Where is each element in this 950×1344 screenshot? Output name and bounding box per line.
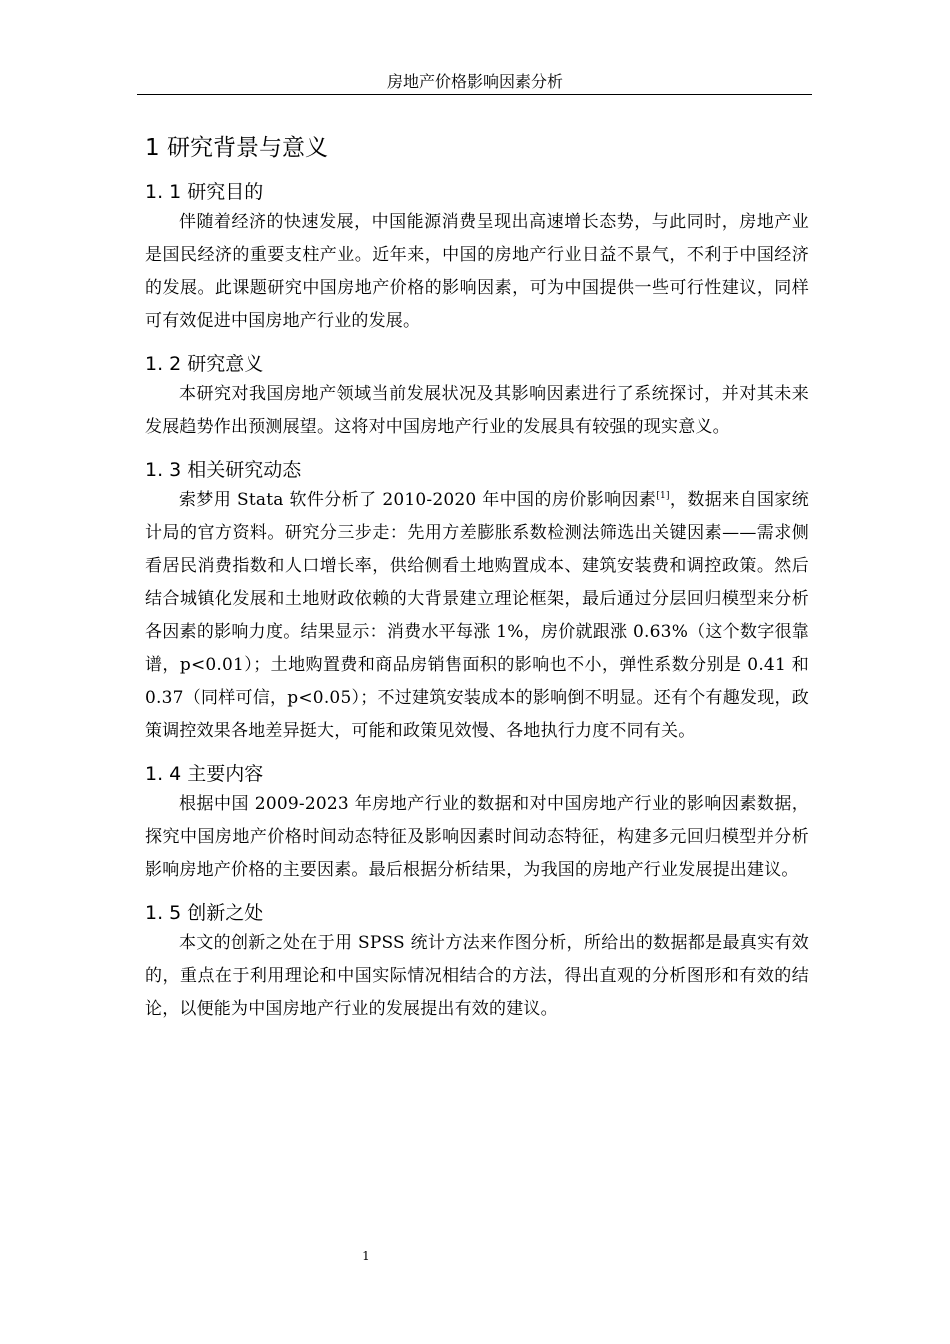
paragraph-text: 索梦用 Stata 软件分析了 2010-2020 年中国的房价影响因素 xyxy=(179,490,657,510)
header-rule xyxy=(137,94,812,95)
section-heading: 1. 1 研究目的 xyxy=(145,181,264,203)
section-paragraph: 本文的创新之处在于用 SPSS 统计方法来作图分析，所给出的数据都是最真实有效的，重点在于利用理论和中国实际情况相结合的方法，得出直观的分析图形和有效的结论，以便能为中国房地产行业的发展提出有效的建议。 xyxy=(145,933,809,1019)
section-paragraph xyxy=(145,484,809,748)
section-research-purpose xyxy=(145,178,809,338)
running-header: 房地产价格影响因素分析 xyxy=(386,72,563,91)
section-innovation xyxy=(145,899,809,1026)
section-paragraph: 根据中国 2009-2023 年房地产行业的数据和对中国房地产行业的影响因素数据，探究中国房地产价格时间动态特征及影响因素时间动态特征，构建多元回归模型并分析影响房地产价格的主要因素。最后根据分析结果，为我国的房地产行业发展提出建议。 xyxy=(145,794,809,880)
section-heading: 1. 5 创新之处 xyxy=(145,902,264,924)
section-heading: 1. 3 相关研究动态 xyxy=(145,459,302,481)
section-related-research xyxy=(145,456,809,748)
citation-marker: [1] xyxy=(656,491,670,501)
section-paragraph: 伴随着经济的快速发展，中国能源消费呈现出高速增长态势，与此同时，房地产业是国民经济的重要支柱产业。近年来，中国的房地产行业日益不景气，不利于中国经济的发展。此课题研究中国房地产价格的影响因素，可为中国提供一些可行性建议，同样可有效促进中国房地产行业的发展。 xyxy=(145,212,809,331)
section-paragraph: 本研究对我国房地产领域当前发展状况及其影响因素进行了系统探讨，并对其未来发展趋势作出预测展望。这将对中国房地产行业的发展具有较强的现实意义。 xyxy=(145,384,809,437)
section-main-content xyxy=(145,760,809,887)
page-body xyxy=(145,128,809,1026)
section-heading: 1. 4 主要内容 xyxy=(145,763,264,785)
section-research-significance xyxy=(145,350,809,444)
paragraph-text: ，数据来自国家统计局的官方资料。研究分三步走：先用方差膨胀系数检测法筛选出关键因素——需求侧看居民消费指数和人口增长率，供给侧看土地购置成本、建筑安装费和调控政策。然后结合城镇化发展和土地财政依赖的大背景建立理论框架，最后通过分层回归模型来分析各因素的影响力度。结果显示：消费水平每涨 1%，房价就跟涨 0.63%（这个数字很靠谱，p<0.01）；土地购置费和商品房销售面积的影响也不小，弹性系数分别是 0.41 和 0.37（同样可信，p<0.05）；不过建筑安装成本的影响倒不明显。还有个有趣发现，政策调控效果各地差异挺大，可能和政策见效慢、各地执行力度不同有关。 xyxy=(145,490,809,741)
section-heading: 1. 2 研究意义 xyxy=(145,353,264,375)
chapter-title: 1 研究背景与意义 xyxy=(145,135,328,161)
page-number: 1 xyxy=(362,1249,370,1263)
